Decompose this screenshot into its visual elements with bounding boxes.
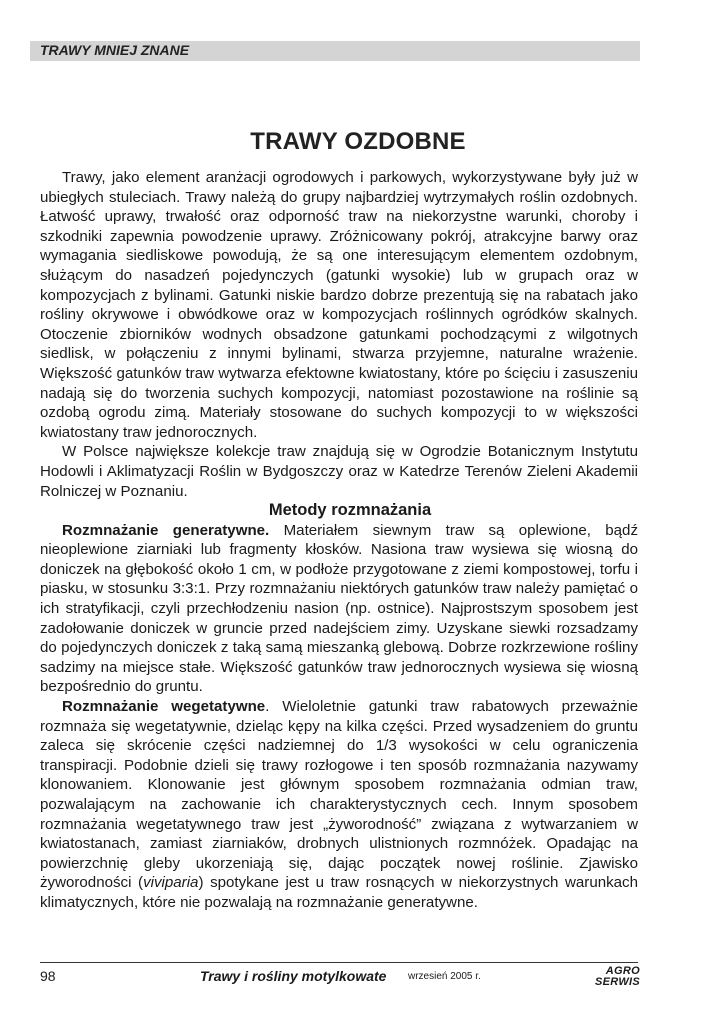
- agro-serwis-logo: [586, 966, 640, 988]
- vegetative-text: . Wieloletnie gatunki traw rabatowych przeważnie rozmnaża się wegetatywnie, dzieląc kępy na kilka części. Przed wysadzeniem do gruntu zaleca się skrócenie części nadziemnej do 1/3 wysokości w celu ograniczenia transpiracji. Podobnie dzieli się trawy rozłogowe i ten sposób rozmnażania nazywamy klonowaniem. Klonowanie jest głównym sposobem rozmnażania odmian traw, pozwalającym na zachowanie ich charakterystycznych cech. Innym sposobem rozmnażania wegetatywnego traw jest „żyworodność” związana z wytwarzaniem w kwiatostanach, zamiast ziarniaków, drobnych ulistnionych rozmnóżek. Opadając na powierzchnię gleby ukorzeniają się, dając początek nowej roślinie. Zjawisko żyworodności (: [40, 698, 638, 892]
- vegetative-paragraph: [40, 697, 638, 913]
- logo-line-1: AGRO: [605, 965, 640, 977]
- running-header: [30, 41, 640, 61]
- section-heading: Metody rozmnażania: [268, 501, 432, 520]
- intro-paragraph-2: W Polsce największe kolekcje traw znajdują się w Ogrodzie Botanicznym Instytutu Hodowli i Aklimatyzacji Roślin w Bydgoszczy oraz w Katedrze Terenów Zieleni Akademii Rolniczej w Poznaniu.: [40, 443, 638, 500]
- page-number: 98: [40, 968, 56, 984]
- logo-line-2: SERWIS: [595, 976, 640, 988]
- publication-title: Trawy i rośliny motylkowate: [200, 968, 387, 984]
- intro-paragraph: Trawy, jako element aranżacji ogrodowych i parkowych, wykorzystywane były już w ubiegłych stuleciach. Trawy należą do grupy najbardziej wytrzymałych roślin ozdobnych. Łatwość uprawy, trwałość oraz odporność traw na niekorzystne warunki, choroby i szkodniki zapewnia powodzenie uprawy. Zróżnicowany pokrój, atrakcyjne barwy oraz wymagania siedliskowe powodują, że są one interesującym elementem ozdobnym, służącym do nasadzeń pojedynczych (gatunki wysokie) lub w grupach oraz w kompozycjach z bylinami. Gatunki niskie bardzo dobrze prezentują się na rabatach jako rośliny okrywowe i obwódkowe oraz w kompozycjach roślinnych ogródków skalnych. Otoczenie zbiorników wodnych obsadzone gatunkami pochodzącymi z wilgotnych siedlisk, w połączeniu z innymi bylinami, stwarza przyjemne, naturalne wrażenie. Większość gatunków traw wytwarza efektowne kwiatostany, które po ścięciu i zasuszeniu nadają się do tworzenia suchych kompozycji, natomiast pozostawione na roślinie są ozdobą ogrodu zimą. Materiały stosowane do suchych kompozycji to w większości kwiatostany traw jednorocznych.: [40, 169, 638, 441]
- article-title: TRAWY OZDOBNE: [250, 128, 466, 155]
- issue-date: wrzesień 2005 r.: [408, 971, 481, 982]
- vegetative-text-end: ) spotykane jest u traw rosnących w niekorzystnych warunkach klimatycznych, które nie pozwalają na rozmnażanie generatywne.: [40, 874, 638, 911]
- generative-text: Materiałem siewnym traw są oplewione, bądź nieoplewione ziarniaki lub fragmenty kłosków. Nasiona traw wysiewa się wiosną do doniczek na głębokość około 1 cm, w podłoże przygotowane z ziemi kompostowej, torfu i piasku, w stosunku 3:3:1. Przy rozmnażaniu niektórych gatunków traw należy pamiętać o ich stratyfikacji, czyli przechłodzeniu nasion (np. ostnice). Najprostszym sposobem jest zadołowanie doniczek w gruncie przed nadejściem zimy. Uzyskane siewki rozsadzamy do pojedynczych doniczek z taką samą mieszanką glebową. Dobrze rozkrzewione rośliny sadzimy na miejsce stałe. Większość gatunków traw jednorocznych wysiewa się wiosną bezpośrednio do gruntu.: [40, 521, 638, 696]
- viviparia-term: viviparia: [143, 874, 199, 892]
- generative-lead: Rozmnażanie generatywne.: [62, 521, 270, 539]
- vegetative-lead: Rozmnażanie wegetatywne: [62, 698, 266, 716]
- footer-divider: [40, 962, 638, 963]
- generative-paragraph: [40, 521, 638, 697]
- section-label: TRAWY MNIEJ ZNANE: [40, 42, 190, 58]
- article-body: [40, 168, 638, 913]
